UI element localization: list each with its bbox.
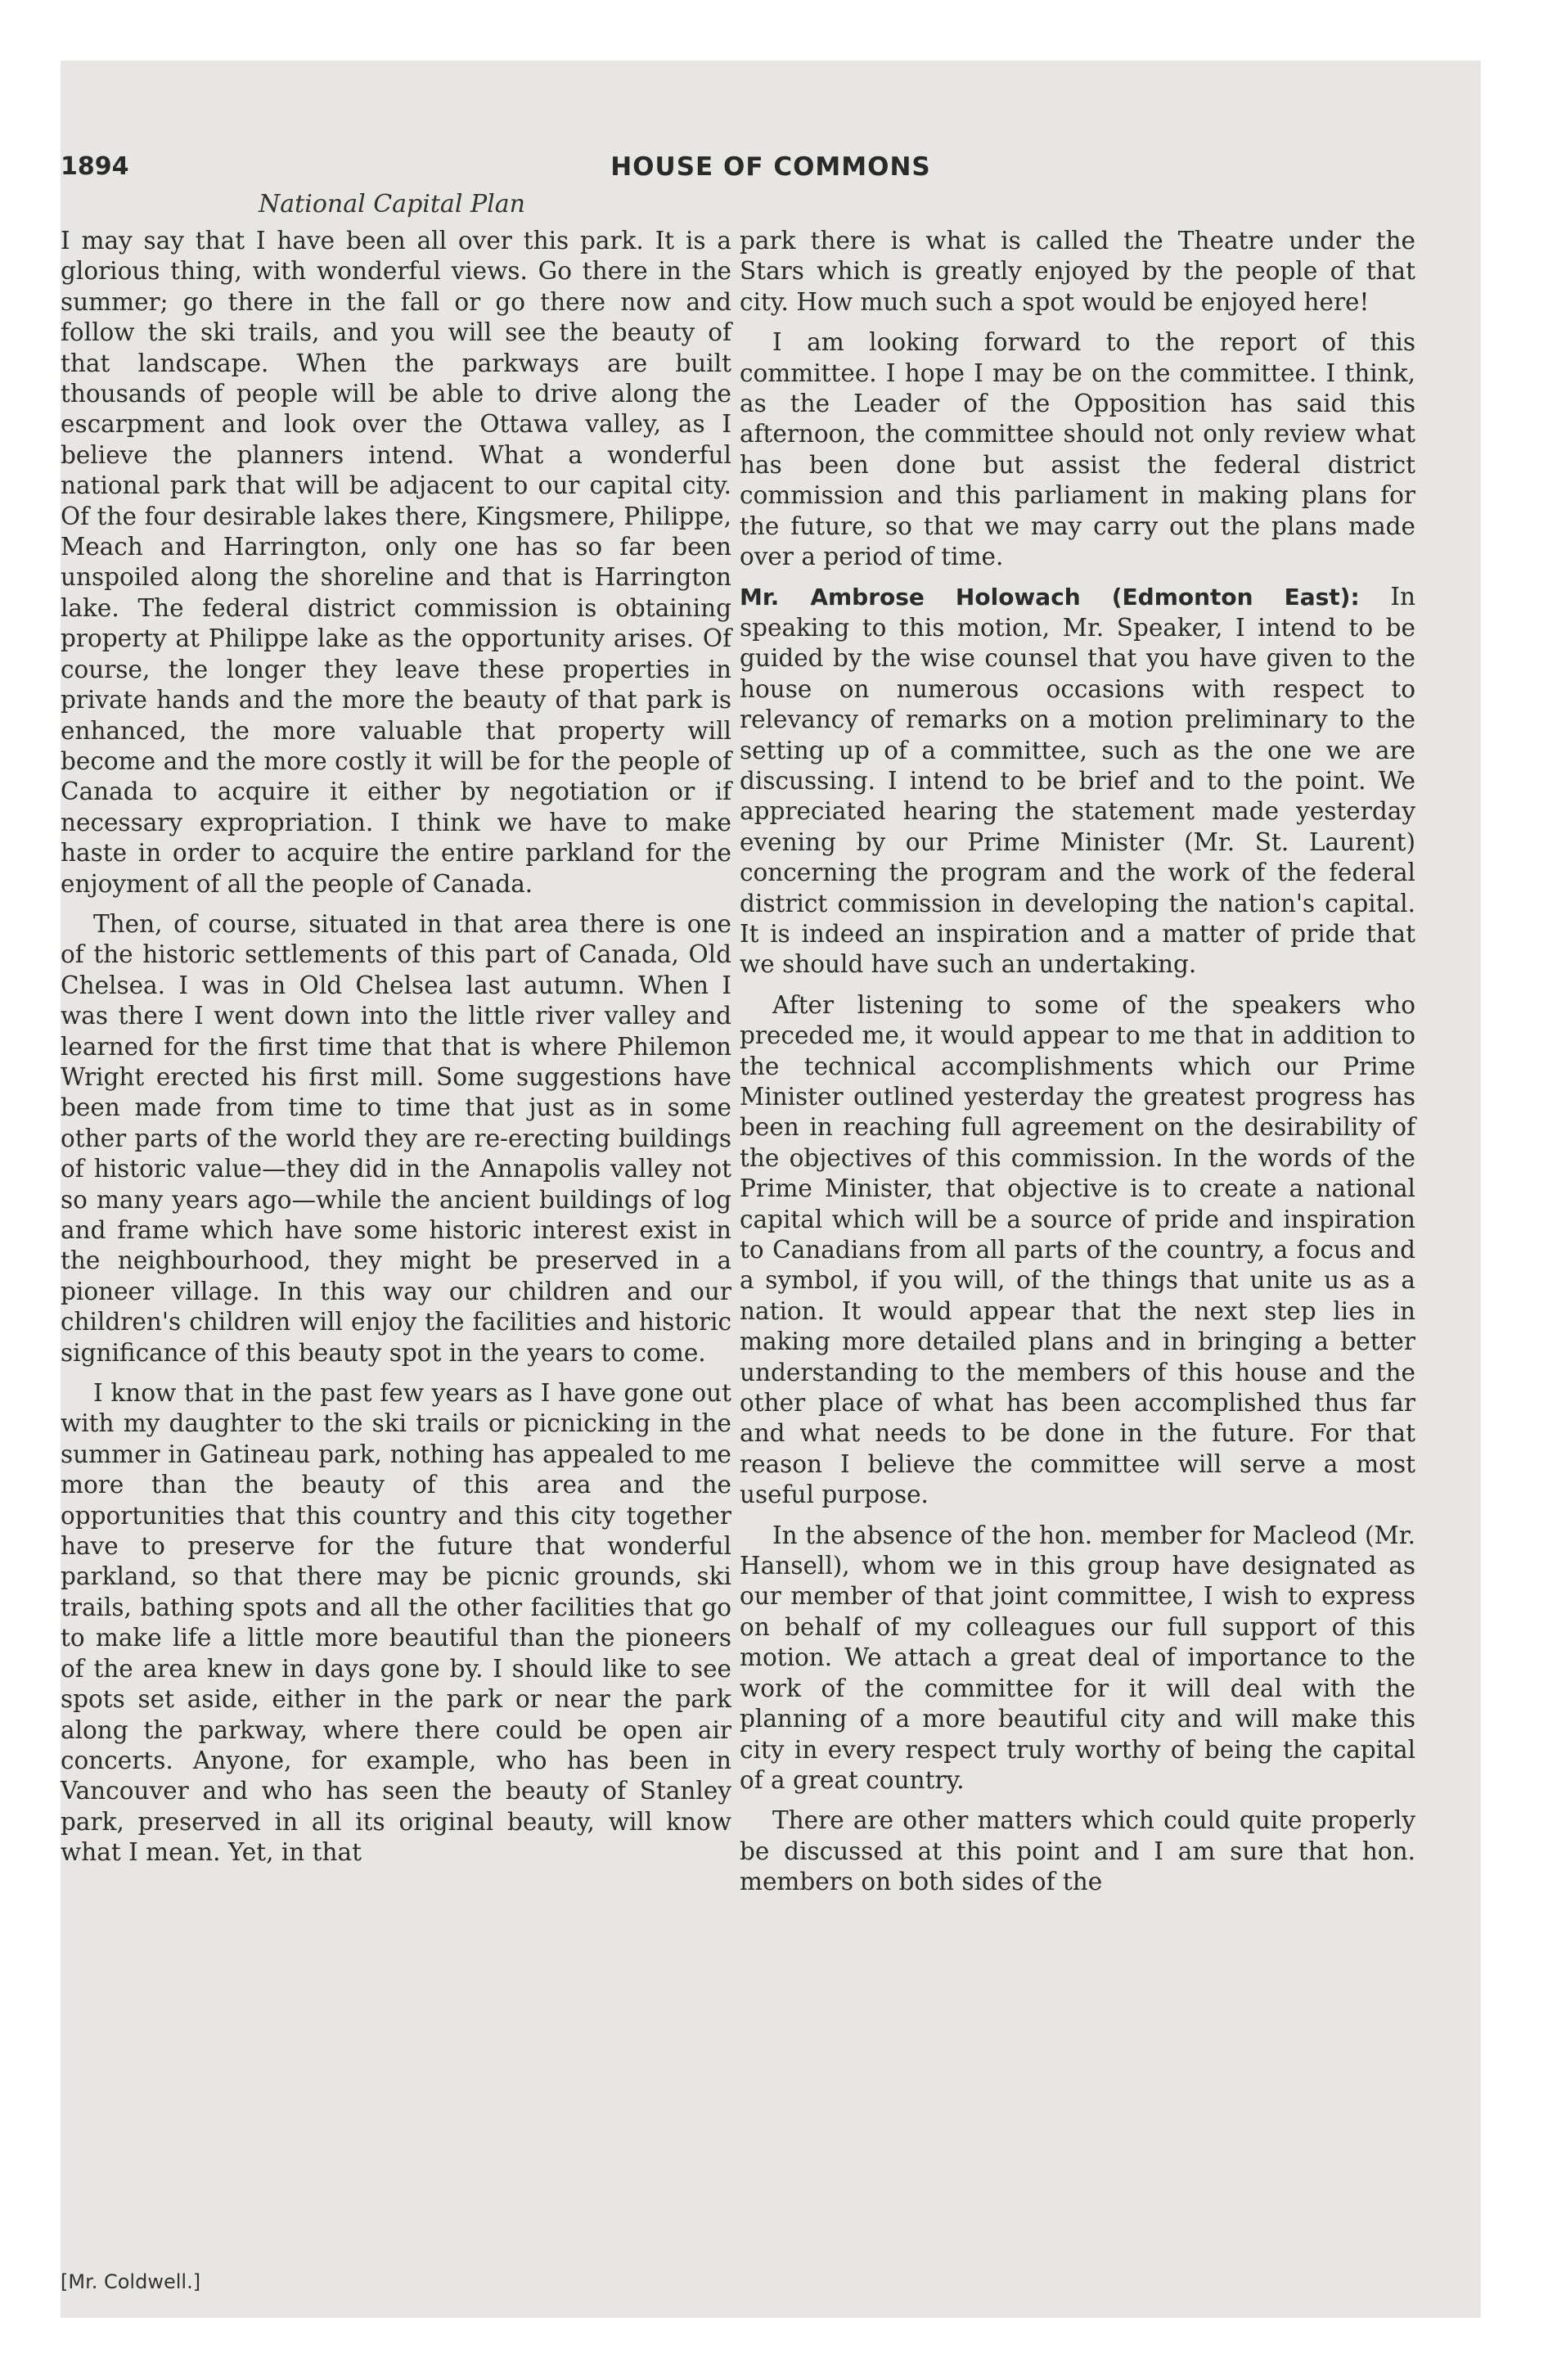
subject-heading: National Capital Plan	[259, 190, 525, 219]
paragraph: Then, of course, situated in that area there is one of the historic settlements of this part of Canada, Old Chelsea. I was in Old Chelsea last autumn. When I was there I went down into the little river valley and learned for the first time that that is where Philemon Wright erected his first mill. Some suggestions have been made from time to time that just as in some other parts of the world they are re-erecting buildings of historic value—they did in the Annapolis valley not so many years ago—while the ancient buildings of log and frame which have some historic interest exist in the neighbourhood, they might be preserved in a pioneer village. In this way our children and our children's children will enjoy the facilities and historic significance of this beauty spot in the years to come.	[61, 909, 731, 1367]
right-column	[740, 226, 1415, 1908]
paragraph: I am looking forward to the report of this committee. I hope I may be on the committee. I think, as the Leader of the Opposition has said this afternoon, the committee should not only review what has been done but assist the federal district commission and this parliament in making plans for the future, so that we may carry out the plans made over a period of time.	[740, 328, 1415, 571]
speech-text: In speaking to this motion, Mr. Speaker, I intend to be guided by the wise counsel that you have given to the house on numerous occasions with respect to relevancy of remarks on a motion preliminary to the setting up of a committee, such as the one we are discussing. I intend to be brief and to the point. We appreciated hearing the statement made yesterday evening by our Prime Minister (Mr. St. Laurent) concerning the program and the work of the federal district commission in developing the nation's capital. It is indeed an inspiration and a matter of pride that we should have such an undertaking.	[740, 583, 1415, 979]
paragraph: I may say that I have been all over this park. It is a glorious thing, with wonderful views. Go there in the summer; go there in the fall or go there now and follow the ski trails, and you will see the beauty of that landscape. When the parkways are built thousands of people will be able to drive along the escarpment and look over the Ottawa valley, as I believe the planners intend. What a wonderful national park that will be adjacent to our capital city. Of the four desirable lakes there, Kingsmere, Philippe, Meach and Harrington, only one has so far been unspoiled along the shoreline and that is Harrington lake. The federal district commission is obtaining property at Philippe lake as the opportunity arises. Of course, the longer they leave these properties in private hands and the more the beauty of that park is enhanced, the more valuable that property will become and the more costly it will be for the people of Canada to acquire it either by negotiation or if necessary expropriation. I think we have to make haste in order to acquire the entire parkland for the enjoyment of all the people of Canada.	[61, 227, 731, 898]
paragraph: I know that in the past few years as I have gone out with my daughter to the ski trails or picnicking in the summer in Gatineau park, nothing has appealed to me more than the beauty of this area and the opportunities that this country and this city together have to preserve for the future that wonderful parkland, so that there may be picnic grounds, ski trails, bathing spots and all the other facilities that go to make life a little more beautiful than the pioneers of the area knew in days gone by. I should like to see spots set aside, either in the park or near the park along the parkway, where there could be open air concerts. Anyone, for example, who has been in Vancouver and who has seen the beauty of Stanley park, preserved in all its original beauty, will know what I mean. Yet, in that	[61, 1379, 731, 1867]
speaker-paragraph	[740, 582, 1415, 980]
speaker-footer-tag: [Mr. Coldwell.]	[61, 2270, 201, 2293]
paragraph: There are other matters which could quite properly be discussed at this point and I am sure that hon. members on both sides of the	[740, 1806, 1415, 1896]
paragraph: park there is what is called the Theatre under the Stars which is greatly enjoyed by the people of that city. How much such a spot would be enjoyed here!	[740, 227, 1415, 316]
left-column	[61, 226, 731, 1878]
page-number: 1894	[61, 152, 129, 181]
scanned-page	[61, 61, 1481, 2318]
paragraph: After listening to some of the speakers who preceded me, it would appear to me that in addition to the technical accomplishments which our Prime Minister outlined yesterday the greatest progress has been in reaching full agreement on the desirability of the objectives of this commission. In the words of the Prime Minister, that objective is to create a national capital which will be a source of pride and inspiration to Canadians from all parts of the country, a focus and a symbol, if you will, of the things that unite us as a nation. It would appear that the next step lies in making more detailed plans and in bringing a better understanding to the members of this house and the other place of what has been accomplished thus far and what needs to be done in the future. For that reason I believe the committee will serve a most useful purpose.	[740, 990, 1415, 1509]
running-head: HOUSE OF COMMONS	[610, 152, 931, 182]
paragraph: In the absence of the hon. member for Macleod (Mr. Hansell), whom we in this group have designated as our member of that joint committee, I wish to express on behalf of my colleagues our full support of this motion. We attach a great deal of importance to the work of the committee for it will deal with the planning of a more beautiful city and will make this city in every respect truly worthy of being the capital of a great country.	[740, 1521, 1415, 1794]
speaker-name: Mr. Ambrose Holowach (Edmonton East):	[740, 584, 1360, 611]
